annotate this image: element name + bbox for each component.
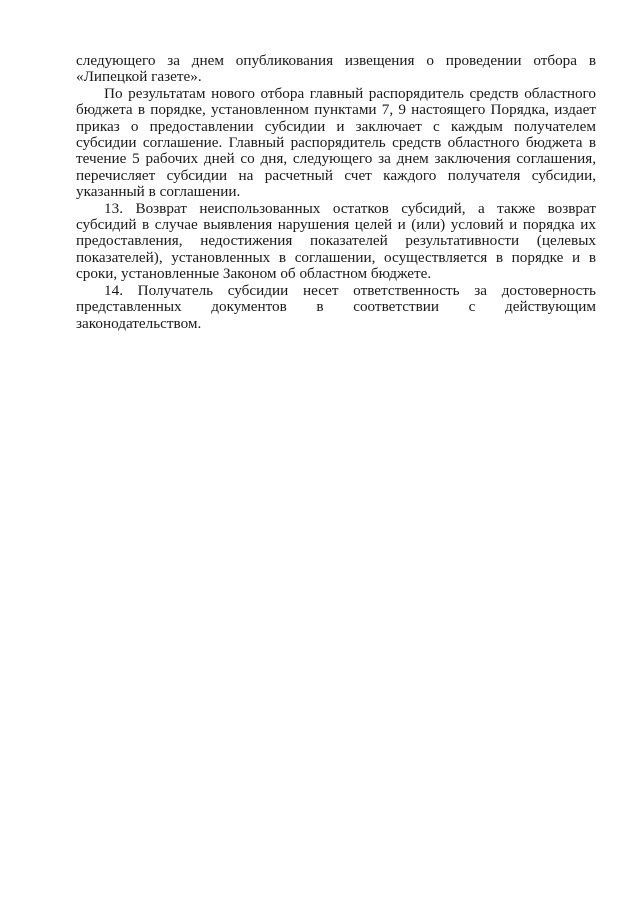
paragraph-new-selection-results: По результатам нового отбора главный распорядитель средств областного бюджета в порядке, установленном пунктами 7, 9 настоящего Порядка, издает приказ о предоставлении субсидии и заключает с каждым получателем субсидии соглашение. Главный распорядитель средств областного бюджета в течение 5 рабочих дней со дня, следующего за днем заключения соглашения, перечисляет субсидии на расчетный счет каждого получателя субсидии, указанный в соглашении.: [76, 84, 596, 201]
paragraph-item-13: 13. Возврат неиспользованных остатков субсидий, а также возврат субсидий в случае выявления нарушения целей и (или) условий и порядка их предоставления, недостижения показателей результативности (целевых показателей), установленных в соглашении, осуществляется в порядке и в сроки, установленные Законом об областном бюджете.: [76, 199, 596, 283]
paragraph-continuation: следующего за днем опубликования извещения о проведении отбора в «Липецкой газете».: [76, 52, 596, 86]
document-body: [76, 53, 596, 332]
paragraph-item-14: 14. Получатель субсидии несет ответственность за достоверность представленных документов в соответствии с действующим законодательством.: [76, 281, 596, 332]
